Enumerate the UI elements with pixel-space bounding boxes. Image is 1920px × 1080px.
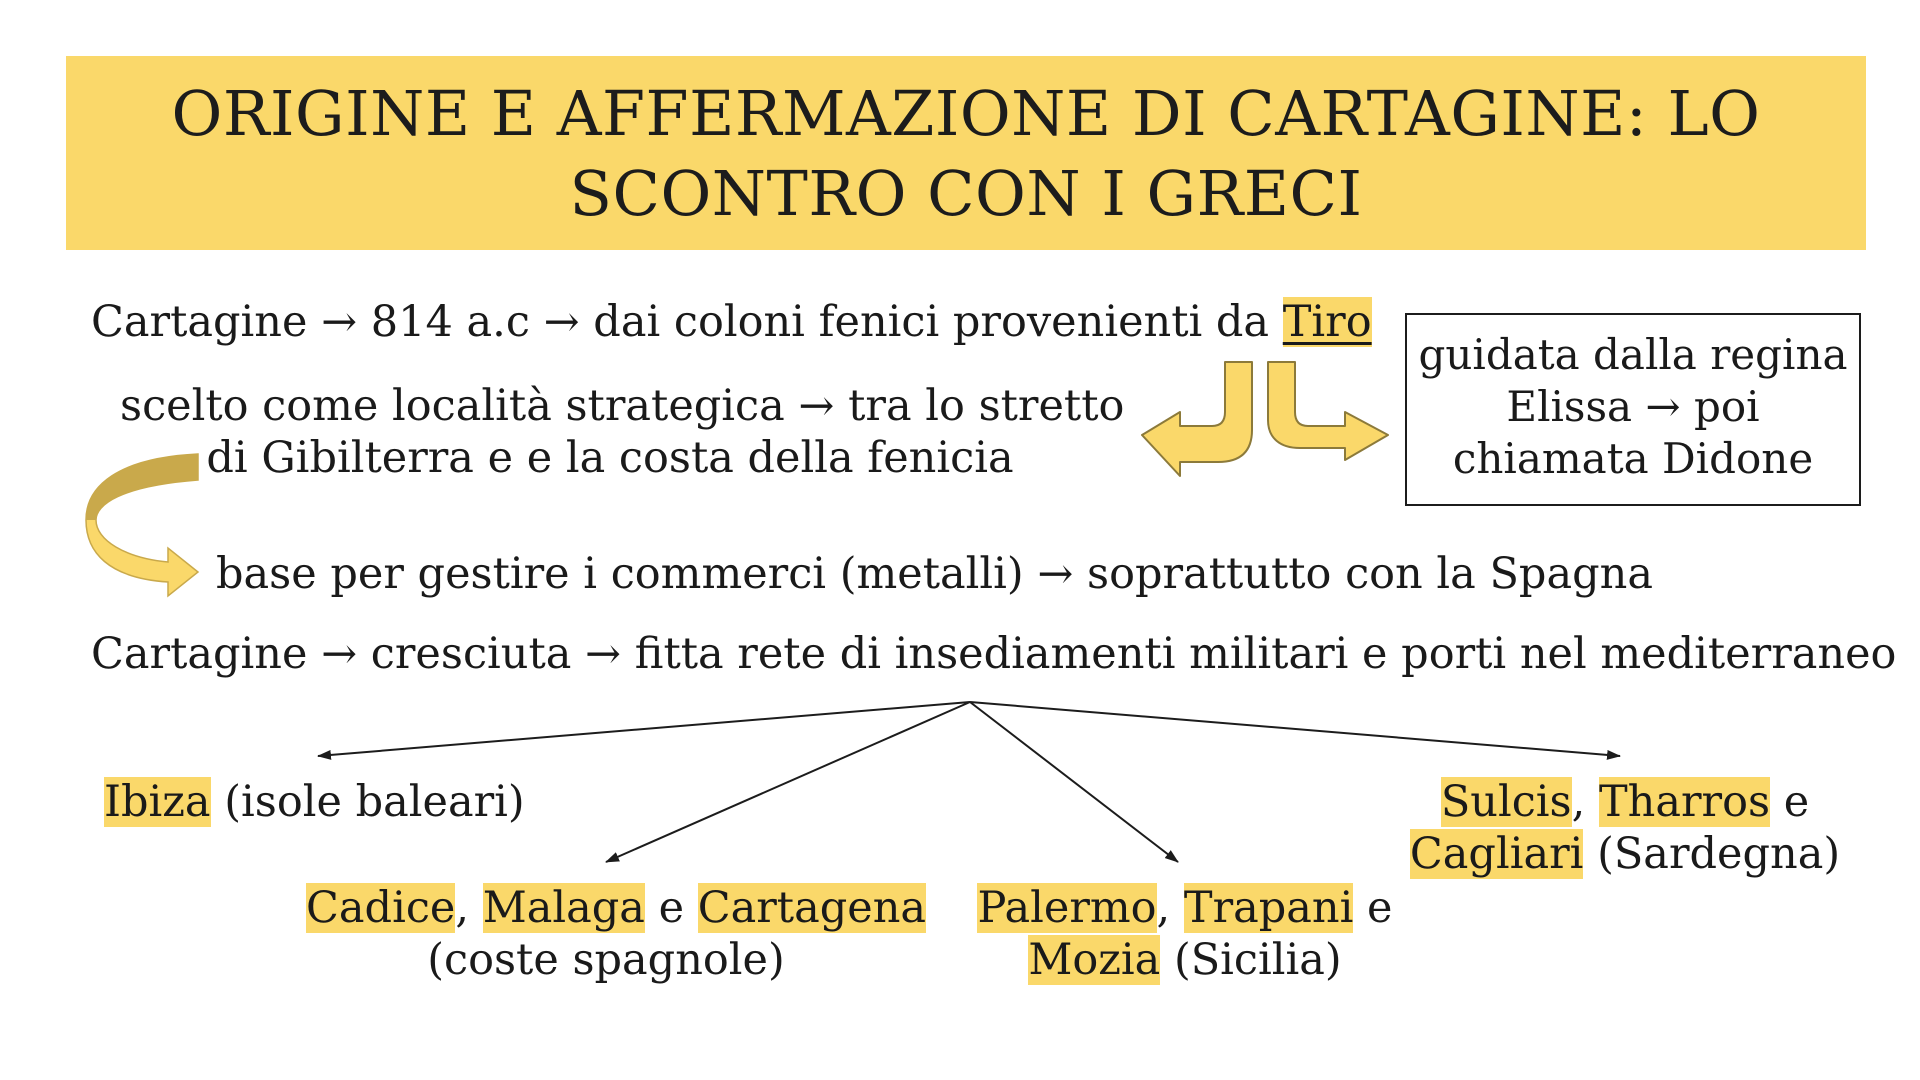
place-cagliari: Cagliari bbox=[1409, 829, 1584, 879]
location-line-2: di Gibilterra e e la costa della fenicia bbox=[206, 433, 1014, 483]
separator: e bbox=[644, 883, 698, 933]
curved-arrow-icon bbox=[86, 454, 198, 596]
split-arrow-right-icon bbox=[1268, 362, 1388, 460]
place-mozia: Mozia bbox=[1028, 935, 1161, 985]
place-malaga: Malaga bbox=[482, 883, 645, 933]
place-sulcis: Sulcis bbox=[1440, 777, 1572, 827]
arrow-to-sicily bbox=[970, 702, 1178, 862]
place-trapani: Trapani bbox=[1183, 883, 1354, 933]
region-sardegna: (Sardegna) bbox=[1583, 829, 1841, 879]
queen-line-2: Elissa → poi bbox=[1506, 382, 1760, 431]
place-tharros: Tharros bbox=[1598, 777, 1771, 827]
growth-line: Cartagine → cresciuta → fitta rete di insediamenti militari e porti nel mediterraneo bbox=[91, 629, 1897, 679]
queen-line-1: guidata dalla regina bbox=[1418, 330, 1848, 379]
place-cartagena: Cartagena bbox=[697, 883, 927, 933]
network-arrows bbox=[318, 702, 1620, 862]
trade-line: base per gestire i commerci (metalli) → soprattutto con la Spagna bbox=[216, 549, 1653, 599]
separator: , bbox=[455, 883, 483, 933]
separator: e bbox=[1770, 777, 1810, 827]
region-spagnole: (coste spagnole) bbox=[427, 935, 785, 985]
split-arrow-left-icon bbox=[1142, 362, 1252, 476]
place-palermo: Palermo bbox=[977, 883, 1157, 933]
city-tiro: Tiro bbox=[1282, 297, 1372, 347]
arrow-to-ibiza bbox=[318, 702, 970, 756]
arrow-to-sardinia bbox=[970, 702, 1620, 756]
arrow-to-spain bbox=[606, 702, 970, 862]
queen-line-3: chiamata Didone bbox=[1452, 434, 1814, 483]
title-line-1: ORIGINE E AFFERMAZIONE DI CARTAGINE: LO bbox=[171, 77, 1761, 150]
separator: , bbox=[1571, 777, 1599, 827]
separator: , bbox=[1156, 883, 1184, 933]
title-line-2: SCONTRO CON I GRECI bbox=[569, 157, 1363, 230]
location-line-1: scelto come località strategica → tra lo stretto bbox=[120, 381, 1125, 431]
place-ibiza: Ibiza bbox=[104, 777, 211, 827]
separator: e bbox=[1353, 883, 1393, 933]
region-baleari: (isole baleari) bbox=[210, 777, 525, 827]
region-sicilia: (Sicilia) bbox=[1160, 935, 1342, 985]
place-cadice: Cadice bbox=[306, 883, 456, 933]
founding-text: Cartagine → 814 a.c → dai coloni fenici provenienti da bbox=[91, 297, 1283, 347]
